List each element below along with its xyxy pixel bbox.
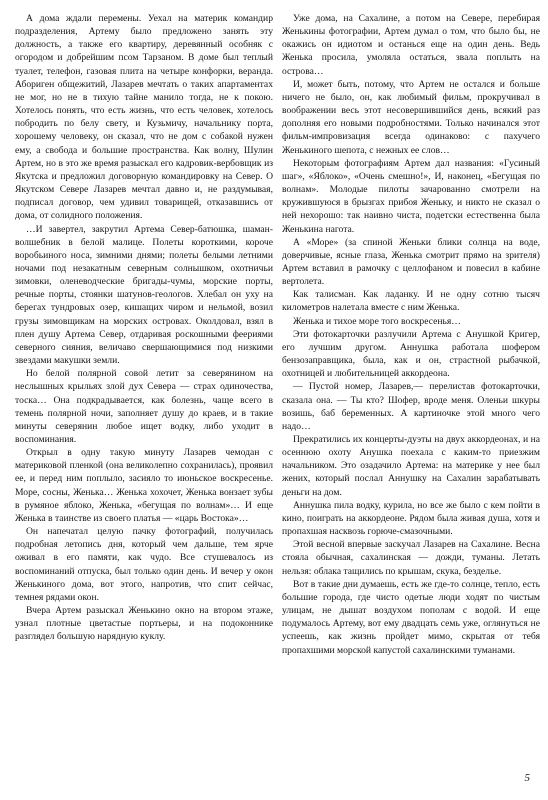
paragraph: Вот в такие дни думаешь, есть же где-то солнце, тепло, есть большие города, где чисто одетые люди ходят по чистым улицам, не дышат воздухом пополам с водой. И еще подумалось Артему, вот ему двадцать семь уже, оглянуться не успеешь, как жизнь пройдет мимо, скрытая от тебя пропахшими морской капустой сахалинскими туманами.: [282, 578, 540, 656]
paragraph: Как талисман. Как ладанку. И не одну сотню тысяч километров налетала вместе с ним Женька.: [282, 289, 540, 314]
page-number: 5: [524, 772, 530, 784]
paragraph: И, может быть, потому, что Артем не остался и больше ничего не было, он, как любимый фильм, прокручивал в воображении весь этот несовершившийся день, всякий раз дополняя его новыми подробностями. Только начинался этот фильм-импровизация всегда одинаково: с пахучего Женькиного шепота, с нежных ее слов…: [282, 78, 540, 156]
paragraph: Прекратились их концерты-дуэты на двух аккордеонах, и на осеннюю охоту Анушка поехала с каким-то приезжим начальником. Это озадачило Артема: на материке у нее был жених, который послал Аннушку на Сахалин зарабатывать деньги на дом.: [282, 434, 540, 498]
paragraph: Аннушка пила водку, курила, но все же было с кем пойти в кино, поиграть на аккордеоне. Рядом была живая душа, хотя и пропахшая насквозь горюче-смазочными.: [282, 499, 540, 538]
paragraph: А дома ждали перемены. Уехал на материк командир подразделения, Артему было предложено занять эту должность, а также его квартиру, деревянный особняк с огородом и добрейшим псом Тарзаном. В доме был теплый туалет, телефон, газовая плита на четыре конфорки, веранда. Абориген общежитий, Лазарев мечтать о таких апартаментах не мог, но не в тихую тайне манило тогда, не к покою. Хотелось понять, что есть жизнь, что есть человек, хотелось побродить по белу свету, и Кузьмичу, начальнику порта, хорошему человеку, он сказал, что не дом с собакой нужен ему, а свобода и большие пространства. Как волну, Шулин Артем, но в это же время разыскал его кадровик-вербовщик из Якутска и предложил договорную командировку на Север. О Якутском Севере Лазарев мечтал давно и, не раздумывая, подписал договор, чем удивил товарищей, отказавшись от дома, от солидного положения.: [15, 13, 273, 222]
paragraph: Эти фотокарточки разлучили Артема с Анушкой Кригер, его лучшим другом. Аннушка работала шофером бензозаправщика, была, как и он, страстной рыбачкой, охотницей и любительницей аккордеона.: [282, 328, 540, 380]
right-column: [282, 12, 540, 657]
paragraph: Вчера Артем разыскал Женькино окно на втором этаже, узнал плотные цветастые портьеры, и на подоконнике разглядел большую нарядную куклу.: [15, 605, 273, 643]
left-column: [15, 12, 273, 644]
paragraph: Но белой полярной совой летит за северянином на неслышных крыльях злой дух Севера — страх одиночества, тоска… Она подкрадывается, как болезнь, чаще всего в темень полярной ночи, заполняет душу до краев, и в такие минуты северянин любое ищет водку, либо уходит в воспоминания.: [15, 368, 273, 445]
paragraph: Некоторым фотографиям Артем дал названия: «Гусиный шаг», «Яблоко», «Очень смешно!», И, наконец, «Бегущая по волнам». Молодые пилоты зачарованно смотрели на кружившуюся в брызгах прибоя Женьку, и никто не сказал о ней нехорошо: так наивно чиста, подетски естественна была Женькина нагота.: [282, 157, 540, 235]
paragraph: Открыл в одну такую минуту Лазарев чемодан с материковой пленкой (она великолепно сохранилась), проявил ее, и перед ним поплыло, засияло то июньское воскресенье. Море, сосны, Женька… Женька хохочет, Женька вонзает зубы в румяное яблоко, Женька, «бегущая по волнам»… И еще Женька в таинстве из своего платья — «царь Востока»…: [15, 447, 273, 524]
paragraph: Уже дома, на Сахалине, а потом на Севере, перебирая Женькины фотографии, Артем думал о том, что было бы, не окажись он идиотом и останься еще на один день. Ведь Женька просила, умоляла остаться, звала поплыть на острова…: [282, 13, 540, 77]
paragraph: …И завертел, закрутил Артема Север-батюшка, шаман-волшебник в белой малице. Полеты короткими, короче воробьиного носа, зимними днями; полеты белыми летними ночами под незакатным северным солнышком, охотничьи зимовки, оленеводческие бригады-чумы, морские порты, речные порты, стоянки шатунов-геологов. Хлебал он уху на берегах тундровых озер, кишащих чиром и нельмой, возил грузы зимовщикам на морских островах. Околдовал, взял в плен душу Артема Север, отдаривая роскошными феериями северного сияния, величаво свершающимися под низкими звездами макушки земли.: [15, 223, 273, 367]
paragraph: — Пустой номер, Лазарев,— перелистав фотокарточки, сказала она. — Ты кто? Шофер, вроде меня. Оленьи шкуры возишь, баб беременных. А картиночке этой много чего надо…: [282, 381, 540, 432]
paragraph: Этой весной впервые заскучал Лазарев на Сахалине. Весна стояла обычная, сахалинская — дожди, туманы. Летать нельзя: облака тащились по крышам, скука, безделье.: [282, 539, 540, 577]
paragraph: Женька и тихое море того воскресенья…: [293, 315, 461, 327]
paragraph: Он напечатал целую пачку фотографий, получилась подробная летопись дня, который чем дальше, тем ярче оживал в его памяти, как чудо. Все стушевалось из воспоминаний отпуска, был только один день. И вечер у окон Женькиного дома, вот этого, напротив, что спит сейчас, темнея рядами окон.: [15, 526, 273, 603]
paragraph: А «Море» (за спиной Женьки блики солнца на воде, доверчивые, ясные глаза, Женька смотрит прямо на зрителя) Артем вставил в рамочку с целлофаном и повесил в кабине вертолета.: [282, 236, 540, 288]
